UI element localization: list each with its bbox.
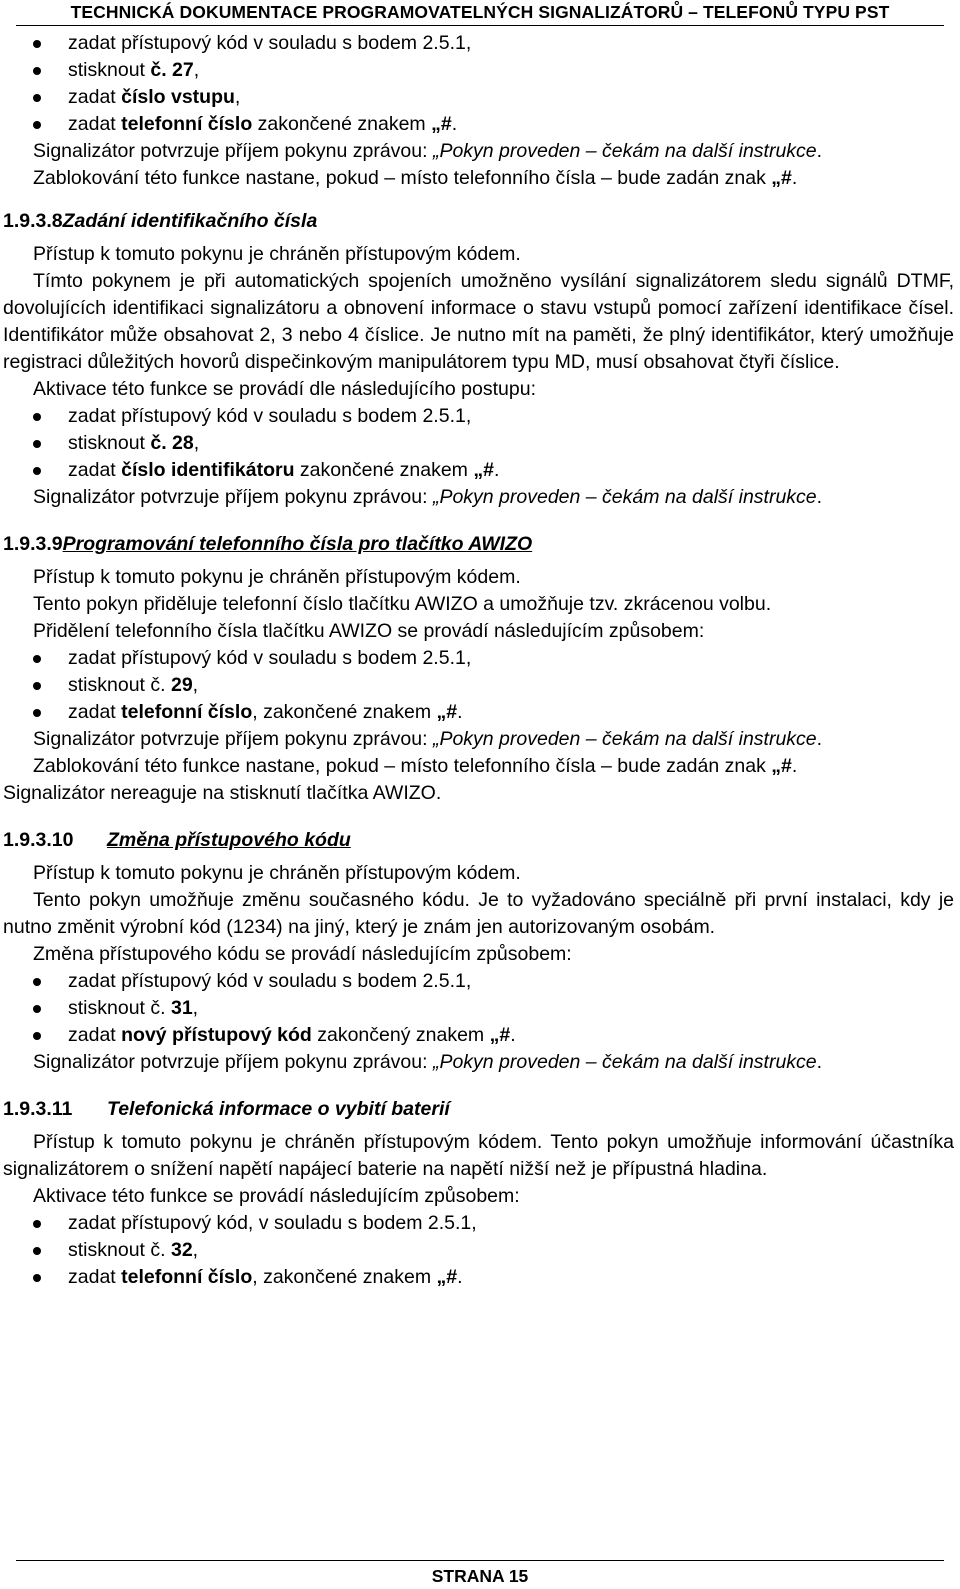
list-item: stisknout č. 32, — [3, 1237, 954, 1264]
section-description: Tento pokyn umožňuje změnu současného kódu. Je to vyžadováno speciálně při první instalaci, kdy je nutno změnit výrobní kód (1234) na jiný, který je znám jen autorizovaným osobám. — [3, 889, 954, 938]
page-number: STRANA 15 — [431, 1566, 529, 1586]
section-heading: 1.9.3.9Programování telefonního čísla pro tlačítko AWIZO — [3, 533, 533, 555]
list-item: zadat přístupový kód, v souladu s bodem 2.5.1, — [3, 1210, 954, 1237]
procedure-intro: Aktivace této funkce se provádí dle následujícího postupu: — [33, 378, 536, 400]
section-heading: 1.9.3.11 Telefonická informace o vybití baterií — [3, 1098, 450, 1120]
confirmation-text: Signalizátor potvrzuje příjem pokynu zprávou: „Pokyn proveden – čekám na další instrukce. — [33, 140, 823, 162]
procedure-intro: Změna přístupového kódu se provádí následujícím způsobem: — [33, 943, 572, 965]
section-description: Tímto pokynem je při automatických spojeních umožněno vysílání signalizátorem sledu signálů DTMF, dovolujících identifikaci signalizátoru a obnovení informace o stavu vstupů pomocí zařízení identifikace čísel. Identifikátor může obsahovat 2, 3 nebo 4 číslice. Je nutno mít na paměti, že plný identifikátor, který umožňuje registraci důležitých hovorů dispečinkovým manipulátorem typu MD, musí obsahovat čtyři číslice. — [3, 270, 954, 373]
confirmation-text: Signalizátor potvrzuje příjem pokynu zprávou: „Pokyn proveden – čekám na další instrukce. — [33, 1051, 823, 1073]
list-item: zadat přístupový kód v souladu s bodem 2.5.1, — [3, 403, 954, 430]
list-item: stisknout č. 28, — [3, 430, 954, 457]
confirmation-text: Signalizátor potvrzuje příjem pokynu zprávou: „Pokyn proveden – čekám na další instrukce. — [33, 486, 823, 508]
list-item: stisknout č. 27, — [3, 57, 954, 84]
step-list — [3, 1210, 954, 1291]
procedure-intro: Přidělení telefonního čísla tlačítku AWIZO se provádí následujícím způsobem: — [33, 620, 705, 642]
header-divider — [16, 25, 944, 26]
list-item: stisknout č. 29, — [3, 672, 954, 699]
list-item: stisknout č. 31, — [3, 995, 954, 1022]
step-list — [3, 645, 954, 726]
section-description: Tento pokyn přiděluje telefonní číslo tlačítku AWIZO a umožňuje tzv. zkrácenou volbu. — [33, 593, 772, 615]
confirmation-text: Signalizátor potvrzuje příjem pokynu zprávou: „Pokyn proveden – čekám na další instrukce. — [33, 728, 823, 750]
list-item: zadat telefonní číslo, zakončené znakem „#. — [3, 1264, 954, 1291]
block-note: Zablokování této funkce nastane, pokud – místo telefonního čísla – bude zadán znak „#. — [33, 167, 798, 189]
step-list — [3, 968, 954, 1049]
list-item: zadat telefonní číslo zakončené znakem „#. — [3, 111, 954, 138]
block-note: Zablokování této funkce nastane, pokud – místo telefonního čísla – bude zadán znak „#. — [33, 755, 798, 777]
section-note: Signalizátor nereaguje na stisknutí tlačítka AWIZO. — [3, 782, 442, 804]
section-description: Přístup k tomuto pokynu je chráněn přístupovým kódem. Tento pokyn umožňuje informování účastníka signalizátorem o snížení napětí napájecí baterie na napětí nižší než je přípustná hladina. — [3, 1131, 954, 1180]
list-item: zadat nový přístupový kód zakončený znakem „#. — [3, 1022, 954, 1049]
page-header: TECHNICKÁ DOKUMENTACE PROGRAMOVATELNÝCH SIGNALIZÁTORŮ – TELEFONŮ TYPU PST — [70, 2, 890, 22]
list-item: zadat číslo identifikátoru zakončené znakem „#. — [3, 457, 954, 484]
step-list — [3, 30, 954, 138]
access-note: Přístup k tomuto pokynu je chráněn přístupovým kódem. — [33, 862, 521, 884]
list-item: zadat telefonní číslo, zakončené znakem „#. — [3, 699, 954, 726]
procedure-intro: Aktivace této funkce se provádí následujícím způsobem: — [33, 1185, 520, 1207]
step-list — [3, 403, 954, 484]
list-item: zadat přístupový kód v souladu s bodem 2.5.1, — [3, 30, 954, 57]
section-heading: 1.9.3.8Zadání identifikačního čísla — [3, 210, 318, 232]
access-note: Přístup k tomuto pokynu je chráněn přístupovým kódem. — [33, 566, 521, 588]
list-item: zadat přístupový kód v souladu s bodem 2.5.1, — [3, 645, 954, 672]
list-item: zadat přístupový kód v souladu s bodem 2.5.1, — [3, 968, 954, 995]
list-item: zadat číslo vstupu, — [3, 84, 954, 111]
access-note: Přístup k tomuto pokynu je chráněn přístupovým kódem. — [33, 243, 521, 265]
section-heading: 1.9.3.10 Změna přístupového kódu — [3, 829, 351, 851]
footer-divider — [16, 1560, 944, 1561]
document-body — [3, 30, 954, 1291]
